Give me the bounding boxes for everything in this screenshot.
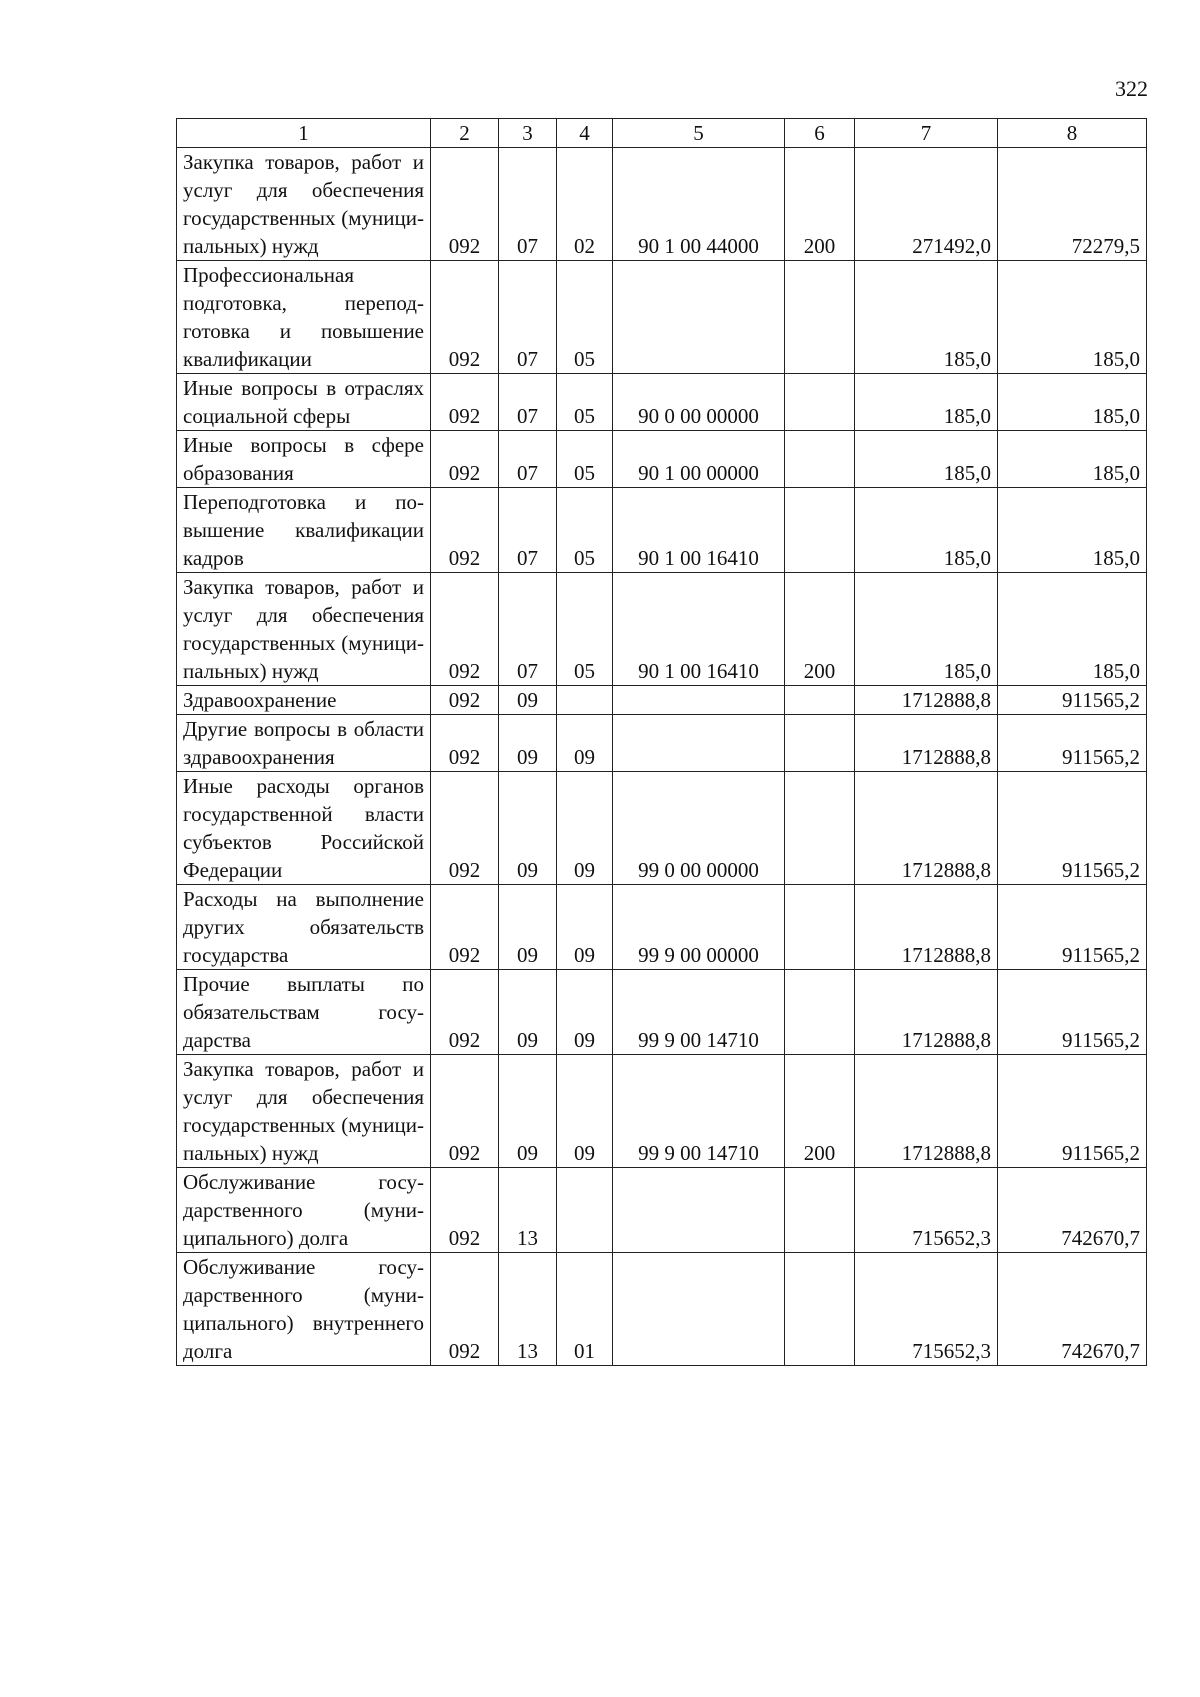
cell-amount-2: 185,0 <box>998 261 1147 374</box>
cell-target-article: 90 1 00 00000 <box>613 431 785 488</box>
cell-admin-code: 092 <box>431 885 499 970</box>
cell-target-article: 99 9 00 00000 <box>613 885 785 970</box>
cell-amount-1: 1712888,8 <box>855 1055 998 1168</box>
cell-amount-1: 185,0 <box>855 488 998 573</box>
cell-target-article: 90 0 00 00000 <box>613 374 785 431</box>
cell-name: Иные вопросы в отраслях социальной сферы <box>177 374 431 431</box>
cell-section: 09 <box>499 885 557 970</box>
cell-expense-type: 200 <box>785 573 855 686</box>
cell-expense-type <box>785 261 855 374</box>
cell-amount-2: 911565,2 <box>998 686 1147 715</box>
header-col-4: 4 <box>557 119 613 148</box>
cell-admin-code: 092 <box>431 772 499 885</box>
table-header-row <box>177 119 1147 148</box>
page-number: 322 <box>1115 76 1148 101</box>
cell-name: Закупка товаров, работ и услуг для обеспечения государственных (муниципальных) нужд <box>177 573 431 686</box>
table-row <box>177 715 1147 772</box>
cell-amount-1: 185,0 <box>855 261 998 374</box>
cell-target-article <box>613 686 785 715</box>
header-col-7: 7 <box>855 119 998 148</box>
cell-target-article <box>613 1168 785 1253</box>
cell-expense-type <box>785 715 855 772</box>
cell-expense-type: 200 <box>785 148 855 261</box>
cell-section: 07 <box>499 261 557 374</box>
cell-name: Переподготовка и повышение квалификации кадров <box>177 488 431 573</box>
cell-subsection: 09 <box>557 970 613 1055</box>
header-col-6: 6 <box>785 119 855 148</box>
cell-admin-code: 092 <box>431 1253 499 1366</box>
table-row <box>177 772 1147 885</box>
cell-amount-2: 911565,2 <box>998 970 1147 1055</box>
cell-subsection: 05 <box>557 431 613 488</box>
table-row <box>177 885 1147 970</box>
table-body <box>177 148 1147 1366</box>
cell-subsection: 09 <box>557 715 613 772</box>
cell-amount-1: 1712888,8 <box>855 715 998 772</box>
cell-section: 07 <box>499 488 557 573</box>
cell-target-article <box>613 1253 785 1366</box>
cell-name: Обслуживание государственного (муниципального) внутреннего долга <box>177 1253 431 1366</box>
cell-admin-code: 092 <box>431 148 499 261</box>
cell-subsection: 09 <box>557 885 613 970</box>
cell-amount-1: 1712888,8 <box>855 686 998 715</box>
header-col-2: 2 <box>431 119 499 148</box>
table-row <box>177 686 1147 715</box>
cell-subsection: 05 <box>557 374 613 431</box>
cell-amount-1: 185,0 <box>855 431 998 488</box>
cell-amount-1: 1712888,8 <box>855 772 998 885</box>
header-col-5: 5 <box>613 119 785 148</box>
cell-name: Расходы на выполнение других обязательств государства <box>177 885 431 970</box>
cell-admin-code: 092 <box>431 488 499 573</box>
cell-admin-code: 092 <box>431 374 499 431</box>
cell-expense-type <box>785 1168 855 1253</box>
header-col-1: 1 <box>177 119 431 148</box>
cell-expense-type <box>785 431 855 488</box>
cell-expense-type <box>785 488 855 573</box>
cell-expense-type <box>785 1253 855 1366</box>
table-row <box>177 431 1147 488</box>
cell-section: 09 <box>499 686 557 715</box>
table-row <box>177 1253 1147 1366</box>
header-col-3: 3 <box>499 119 557 148</box>
cell-amount-1: 185,0 <box>855 374 998 431</box>
cell-expense-type <box>785 970 855 1055</box>
cell-expense-type <box>785 374 855 431</box>
table-row <box>177 488 1147 573</box>
cell-section: 07 <box>499 573 557 686</box>
cell-subsection <box>557 686 613 715</box>
table-row <box>177 970 1147 1055</box>
cell-subsection: 01 <box>557 1253 613 1366</box>
cell-target-article: 90 1 00 44000 <box>613 148 785 261</box>
table-row <box>177 1168 1147 1253</box>
table-row <box>177 261 1147 374</box>
cell-name: Закупка товаров, работ и услуг для обеспечения государственных (муниципальных) нужд <box>177 148 431 261</box>
cell-name: Профессиональная подготовка, переподготовка и повышение квалификации <box>177 261 431 374</box>
cell-amount-2: 911565,2 <box>998 885 1147 970</box>
cell-section: 07 <box>499 148 557 261</box>
cell-amount-2: 185,0 <box>998 374 1147 431</box>
cell-amount-2: 742670,7 <box>998 1253 1147 1366</box>
cell-subsection <box>557 1168 613 1253</box>
cell-admin-code: 092 <box>431 1168 499 1253</box>
cell-name: Обслуживание государственного (муниципального) долга <box>177 1168 431 1253</box>
table-row <box>177 1055 1147 1168</box>
cell-expense-type <box>785 885 855 970</box>
cell-target-article <box>613 261 785 374</box>
cell-amount-1: 715652,3 <box>855 1253 998 1366</box>
cell-admin-code: 092 <box>431 573 499 686</box>
cell-section: 13 <box>499 1168 557 1253</box>
cell-subsection: 02 <box>557 148 613 261</box>
cell-admin-code: 092 <box>431 970 499 1055</box>
cell-name: Здравоохранение <box>177 686 431 715</box>
cell-name: Иные вопросы в сфере образования <box>177 431 431 488</box>
cell-target-article: 99 9 00 14710 <box>613 1055 785 1168</box>
cell-target-article: 90 1 00 16410 <box>613 573 785 686</box>
cell-target-article: 99 0 00 00000 <box>613 772 785 885</box>
table-row <box>177 148 1147 261</box>
budget-table <box>176 118 1147 1366</box>
cell-admin-code: 092 <box>431 686 499 715</box>
cell-subsection: 09 <box>557 1055 613 1168</box>
cell-target-article <box>613 715 785 772</box>
cell-amount-2: 185,0 <box>998 573 1147 686</box>
cell-amount-2: 185,0 <box>998 488 1147 573</box>
cell-amount-2: 911565,2 <box>998 1055 1147 1168</box>
cell-amount-2: 185,0 <box>998 431 1147 488</box>
cell-section: 09 <box>499 715 557 772</box>
cell-amount-1: 715652,3 <box>855 1168 998 1253</box>
header-col-8: 8 <box>998 119 1147 148</box>
cell-target-article: 90 1 00 16410 <box>613 488 785 573</box>
cell-expense-type: 200 <box>785 1055 855 1168</box>
cell-name: Прочие выплаты по обязательствам государства <box>177 970 431 1055</box>
cell-section: 09 <box>499 1055 557 1168</box>
table-row <box>177 573 1147 686</box>
cell-admin-code: 092 <box>431 431 499 488</box>
cell-name: Другие вопросы в области здравоохранения <box>177 715 431 772</box>
cell-section: 09 <box>499 970 557 1055</box>
cell-amount-1: 1712888,8 <box>855 970 998 1055</box>
cell-name: Закупка товаров, работ и услуг для обеспечения государственных (муниципальных) нужд <box>177 1055 431 1168</box>
cell-admin-code: 092 <box>431 261 499 374</box>
cell-section: 07 <box>499 374 557 431</box>
cell-subsection: 05 <box>557 488 613 573</box>
cell-amount-1: 1712888,8 <box>855 885 998 970</box>
table-row <box>177 374 1147 431</box>
cell-section: 09 <box>499 772 557 885</box>
cell-admin-code: 092 <box>431 715 499 772</box>
cell-subsection: 05 <box>557 573 613 686</box>
cell-amount-1: 185,0 <box>855 573 998 686</box>
cell-amount-2: 911565,2 <box>998 772 1147 885</box>
cell-section: 07 <box>499 431 557 488</box>
cell-amount-1: 271492,0 <box>855 148 998 261</box>
cell-target-article: 99 9 00 14710 <box>613 970 785 1055</box>
cell-subsection: 05 <box>557 261 613 374</box>
cell-name: Иные расходы органов государственной власти субъектов Российской Федерации <box>177 772 431 885</box>
cell-expense-type <box>785 686 855 715</box>
cell-amount-2: 72279,5 <box>998 148 1147 261</box>
cell-section: 13 <box>499 1253 557 1366</box>
cell-expense-type <box>785 772 855 885</box>
cell-amount-2: 742670,7 <box>998 1168 1147 1253</box>
cell-amount-2: 911565,2 <box>998 715 1147 772</box>
cell-admin-code: 092 <box>431 1055 499 1168</box>
cell-subsection: 09 <box>557 772 613 885</box>
